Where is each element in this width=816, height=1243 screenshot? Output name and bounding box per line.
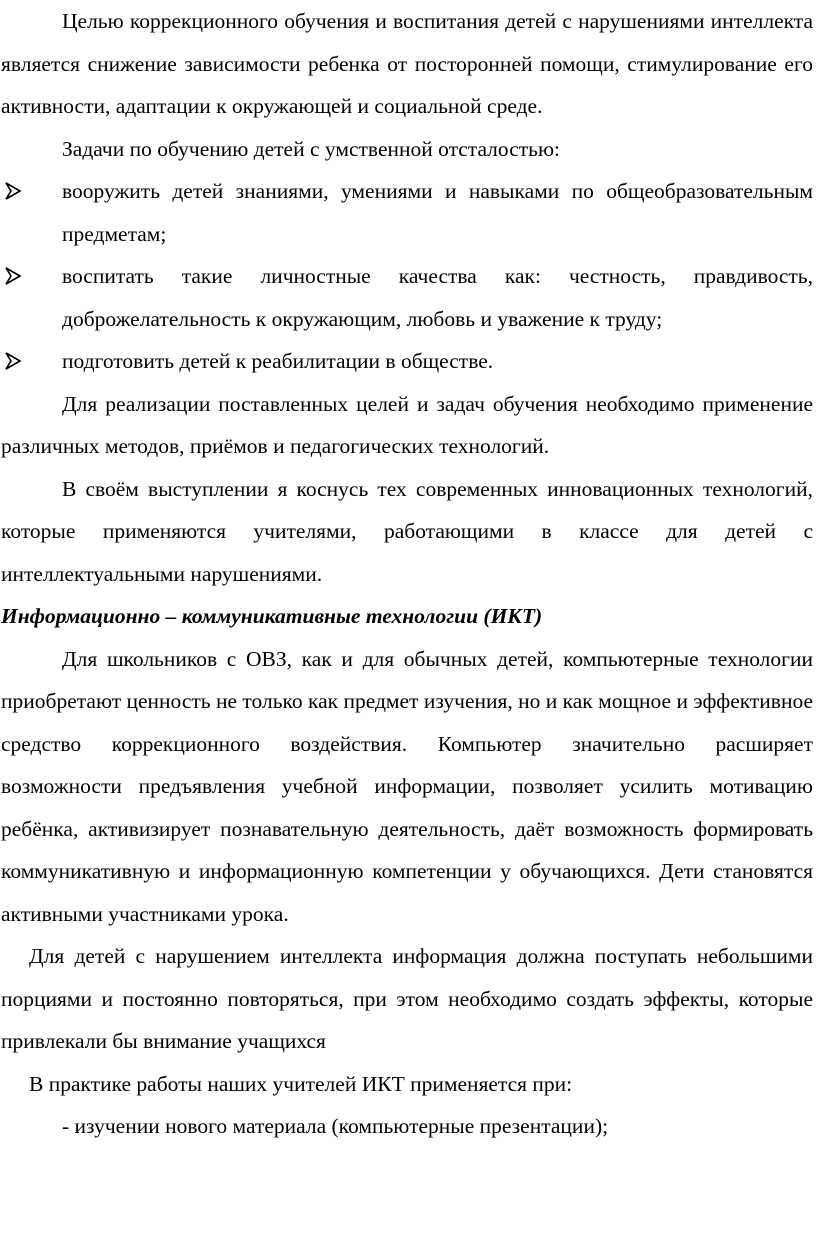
list-item	[1, 340, 813, 383]
arrowhead-bullet-icon	[5, 170, 35, 213]
paragraph-speech: В своём выступлении я коснусь тех современных инновационных технологий, которые применяются учителями, работающими в классе для детей с интеллектуальными нарушениями.	[1, 476, 813, 586]
paragraph-methods: Для реализации поставленных целей и задач обучения необходимо применение различных методов, приёмов и педагогических технологий.	[1, 391, 813, 458]
paragraph-practice: В практике работы наших учителей ИКТ применяется при:	[29, 1071, 573, 1096]
arrowhead-bullet-icon	[5, 255, 35, 298]
tasks-list	[1, 170, 813, 383]
list-item-text: воспитать такие личностные качества как: честность, правдивость, доброжелательность к окружающим, любовь и уважение к труду;	[62, 264, 813, 331]
list-item	[1, 170, 813, 255]
dash-list-item: - изучении нового материала (компьютерные презентации);	[62, 1114, 609, 1138]
section-heading-ikt: Информационно – коммуникативные технологии (ИКТ)	[1, 604, 543, 628]
paragraph-ikt-body: Для школьников с ОВЗ, как и для обычных детей, компьютерные технологии приобретают ценность не только как предмет изучения, но и как мощное и эффективное средство коррекционного воздействия. Компьютер значительно расширяет возможности предъявления учебной информации, позволяет усилить мотивацию ребёнка, активизирует познавательную деятельность, даёт возможность формировать коммуникативную и информационную компетенции у обучающихся. Дети становятся активными участниками урока.	[1, 646, 814, 926]
paragraph-portions: Для детей с нарушением интеллекта информация должна поступать небольшими порциями и постоянно повторяться, при этом необходимо создать эффекты, которые привлекали бы внимание учащихся	[1, 944, 813, 1053]
arrowhead-bullet-icon	[5, 340, 35, 383]
list-item	[1, 255, 813, 340]
list-item-text: подготовить детей к реабилитации в обществе.	[62, 349, 494, 373]
paragraph-goal: Целью коррекционного обучения и воспитания детей с нарушениями интеллекта является снижение зависимости ребенка от посторонней помощи, стимулирование его активности, адаптации к окружающей и социальной среде.	[1, 9, 813, 118]
list-item-text: вооружить детей знаниями, умениями и навыками по общеобразовательным предметам;	[62, 179, 813, 246]
paragraph-tasks-intro: Задачи по обучению детей с умственной отсталостью:	[62, 136, 560, 161]
